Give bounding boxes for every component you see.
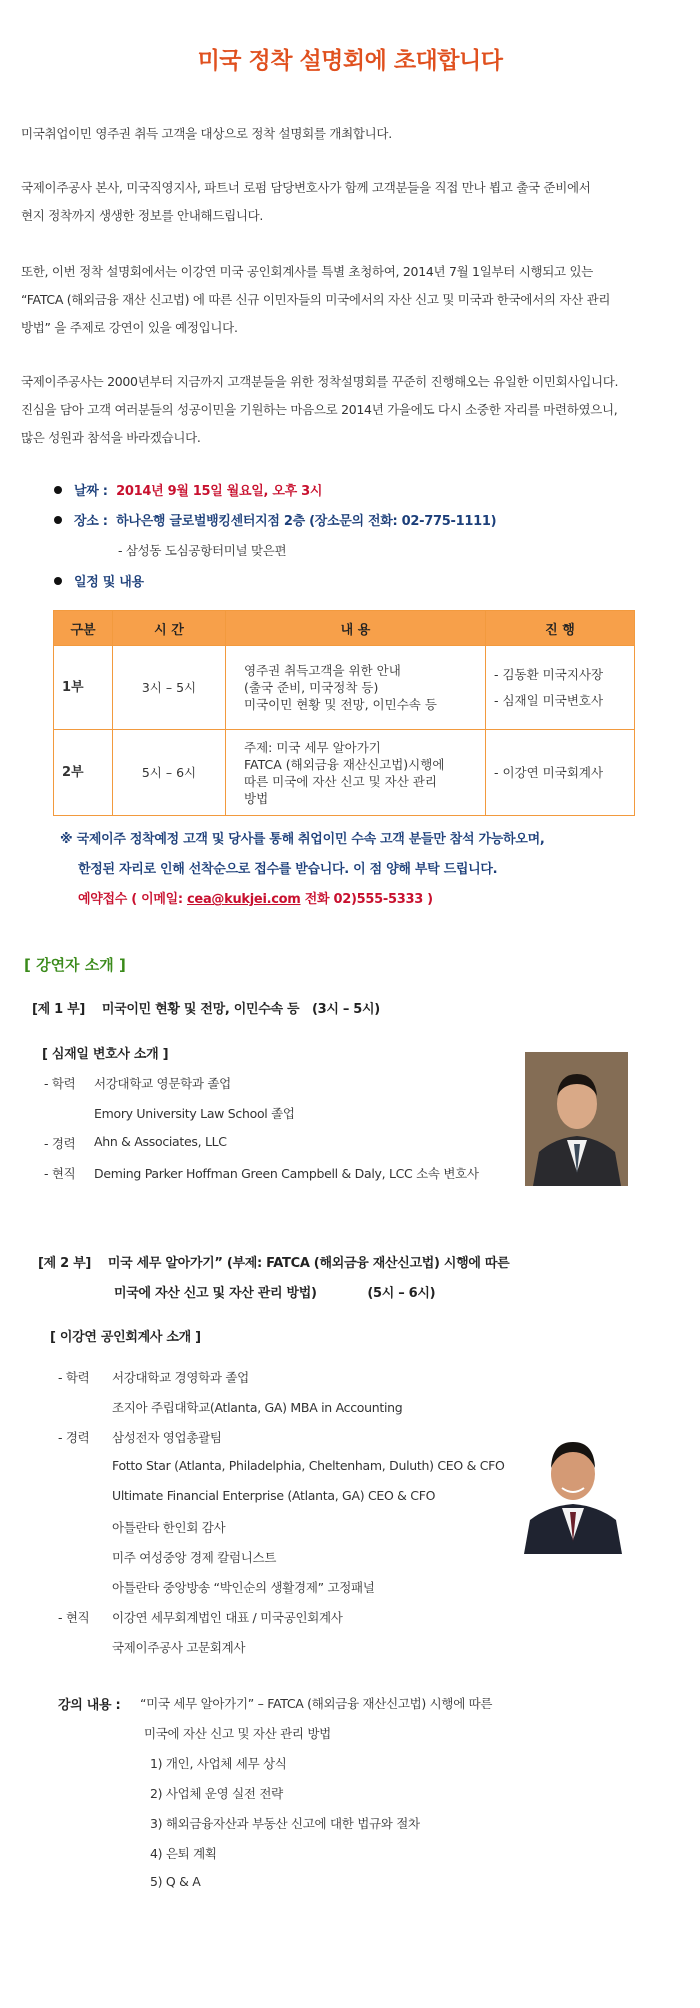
speakers-section-title: [ 강연자 소개 ]	[24, 956, 126, 974]
content-line: 방법	[244, 790, 269, 806]
part2-line-text: 아틀란타 중앙방송 “박인순의 생활경제” 고정패널	[112, 1580, 375, 1595]
content-line: 주제: 미국 세무 알아가기	[244, 739, 381, 755]
lecture-label: 강의 내용 :	[58, 1698, 121, 1713]
bullet-icon	[54, 577, 62, 585]
col-header-presenter: 진 행	[486, 611, 635, 646]
col-header-content: 내 용	[226, 611, 486, 646]
part1-speaker-intro: [ 심재일 변호사 소개 ]	[42, 1047, 169, 1062]
presenter: - 김동환 미국지사장	[494, 666, 604, 682]
lecture-title-2: 미국에 자산 신고 및 자산 관리 방법	[144, 1726, 331, 1741]
row-part: 1부	[54, 646, 113, 730]
row-presenters	[486, 646, 635, 730]
intro-line-1: 미국취업이민 영주권 취득 고객을 대상으로 정착 설명회를 개최합니다.	[21, 126, 392, 141]
date-value: 2014년 9월 15일 월요일, 오후 3시	[116, 484, 323, 499]
bullet-icon	[54, 486, 62, 494]
part2-line-text: Fotto Star (Atlanta, Philadelphia, Cheltenham, Duluth) CEO & CFO	[112, 1458, 505, 1473]
part2-line-text: 미주 여성중앙 경제 칼럼니스트	[112, 1550, 277, 1565]
lecture-item: 2) 사업체 운영 실전 전략	[150, 1786, 283, 1801]
schedule-row	[54, 571, 144, 590]
part2-line-text: Ultimate Financial Enterprise (Atlanta, GA) CEO & CFO	[112, 1488, 436, 1503]
schedule-table	[53, 610, 635, 816]
row-time: 3시 – 5시	[113, 646, 226, 730]
portrait-icon	[525, 1052, 628, 1186]
lecture-item: 3) 해외금융자산과 부동산 신고에 대한 법규와 절차	[150, 1816, 420, 1831]
presenter: - 심재일 미국변호사	[494, 692, 604, 708]
row-content	[226, 730, 486, 816]
part2-line-text: 이강연 세무회계법인 대표 / 미국공인회계사	[112, 1610, 343, 1625]
intro-line-8: 진심을 담아 고객 여러분들의 성공이민을 기원하는 마음으로 2014년 가을에도 다시 소중한 자리를 마련하였으니,	[21, 402, 618, 417]
intro-line-3: 현지 정착까지 생생한 정보를 안내해드립니다.	[21, 208, 264, 223]
part1-line-text: Deming Parker Hoffman Green Campbell & Daly, LCC 소속 변호사	[94, 1166, 479, 1181]
part1-line-label: - 현직	[44, 1166, 76, 1181]
row-content	[226, 646, 486, 730]
place-row	[54, 510, 496, 529]
content-line: 따른 미국에 자산 신고 및 자산 관리	[244, 773, 437, 789]
col-header-time: 시 간	[113, 611, 226, 646]
lecture-title-1: “미국 세무 알아가기” – FATCA (해외금융 재산신고법) 시행에 따른	[140, 1696, 493, 1711]
place-value: 하나은행 글로벌뱅킹센터지점 2층 (장소문의 전화: 02-775-1111)	[116, 514, 497, 529]
table-header-row	[54, 611, 635, 646]
reservation-line	[78, 888, 433, 907]
part1-line-text: Ahn & Associates, LLC	[94, 1134, 227, 1149]
content-line: (출국 준비, 미국정착 등)	[244, 680, 379, 695]
part1-line-label: - 경력	[44, 1136, 76, 1151]
content-line: FATCA (해외금융 재산신고법)시행에	[244, 756, 445, 772]
portrait-icon	[518, 1422, 628, 1554]
part2-line-text: 국제이주공사 고문회계사	[112, 1640, 246, 1655]
presenter: - 이강연 미국회계사	[494, 765, 604, 780]
intro-line-5: “FATCA (해외금융 재산 신고법) 에 따른 신규 이민자들의 미국에서의 자산 신고 및 미국과 한국에서의 자산 관리	[21, 292, 611, 307]
part1-line-text: Emory University Law School 졸업	[94, 1106, 295, 1121]
lecture-item: 4) 은퇴 계획	[150, 1846, 217, 1861]
lecture-item: 5) Q & A	[150, 1874, 201, 1889]
part2-line-label: - 현직	[58, 1610, 90, 1625]
intro-line-7: 국제이주공사는 2000년부터 지금까지 고객분들을 위한 정착설명회를 꾸준히 진행해오는 유일한 이민회사입니다.	[21, 374, 619, 389]
intro-line-2: 국제이주공사 본사, 미국직영지사, 파트너 로펌 담당변호사가 함께 고객분들을 직접 만나 뵙고 출국 준비에서	[21, 180, 591, 195]
date-label: 날짜 :	[74, 484, 108, 499]
table-row	[54, 646, 635, 730]
place-sub: - 삼성동 도심공항터미널 맞은편	[118, 543, 287, 558]
place-label: 장소 :	[74, 514, 108, 529]
date-row	[54, 480, 322, 499]
page-title: 미국 정착 설명회에 초대합니다	[197, 48, 503, 74]
speaker-photo-2	[518, 1422, 628, 1554]
schedule-label: 일정 및 내용	[74, 575, 144, 590]
lecture-item: 1) 개인, 사업체 세무 상식	[150, 1756, 287, 1771]
part2-heading-2: 미국에 자산 신고 및 자산 관리 방법) (5시 – 6시)	[114, 1286, 436, 1301]
part1-heading: [제 1 부] 미국이민 현황 및 전망, 이민수속 등 (3시 – 5시)	[32, 1002, 380, 1017]
part2-line-text: 아틀란타 한인회 감사	[112, 1520, 226, 1535]
email-link[interactable]: cea@kukjei.com	[187, 892, 301, 907]
part2-line-text: 조지아 주립대학교(Atlanta, GA) MBA in Accounting	[112, 1400, 403, 1415]
part1-line-label: - 학력	[44, 1076, 76, 1091]
row-part: 2부	[54, 730, 113, 816]
notice-line-2: 한정된 자리로 인해 선착순으로 접수를 받습니다. 이 점 양해 부탁 드립니다.	[78, 862, 498, 877]
part1-line-text: 서강대학교 영문학과 졸업	[94, 1076, 231, 1091]
part2-speaker-intro: [ 이강연 공인회계사 소개 ]	[50, 1330, 201, 1345]
reservation-phone: 전화 02)555-5333 )	[300, 892, 433, 907]
content-line: 영주권 취득고객을 위한 안내	[244, 663, 401, 678]
reservation-prefix: 예약접수 ( 이메일:	[78, 892, 188, 907]
part2-line-text: 삼성전자 영업총괄팀	[112, 1430, 222, 1445]
part2-heading-1: [제 2 부] 미국 세무 알아가기” (부제: FATCA (해외금융 재산신고법) 시행에 따른	[38, 1256, 510, 1271]
row-presenters	[486, 730, 635, 816]
col-header-part: 구분	[54, 611, 113, 646]
part2-line-label: - 학력	[58, 1370, 90, 1385]
intro-line-6: 방법” 을 주제로 강연이 있을 예정입니다.	[21, 320, 238, 335]
bullet-icon	[54, 516, 62, 524]
intro-line-4: 또한, 이번 정착 설명회에서는 이강연 미국 공인회계사를 특별 초청하여, 2014년 7월 1일부터 시행되고 있는	[21, 264, 594, 279]
content-line: 미국이민 현황 및 전망, 이민수속 등	[244, 697, 437, 712]
notice-line-1: ※ 국제이주 정착예정 고객 및 당사를 통해 취업이민 수속 고객 분들만 참석 가능하오며,	[60, 832, 545, 847]
part2-line-label: - 경력	[58, 1430, 90, 1445]
table-row	[54, 730, 635, 816]
row-time: 5시 – 6시	[113, 730, 226, 816]
part2-line-text: 서강대학교 경영학과 졸업	[112, 1370, 249, 1385]
intro-line-9: 많은 성원과 참석을 바라겠습니다.	[21, 430, 201, 445]
speaker-photo-shim	[525, 1052, 628, 1186]
